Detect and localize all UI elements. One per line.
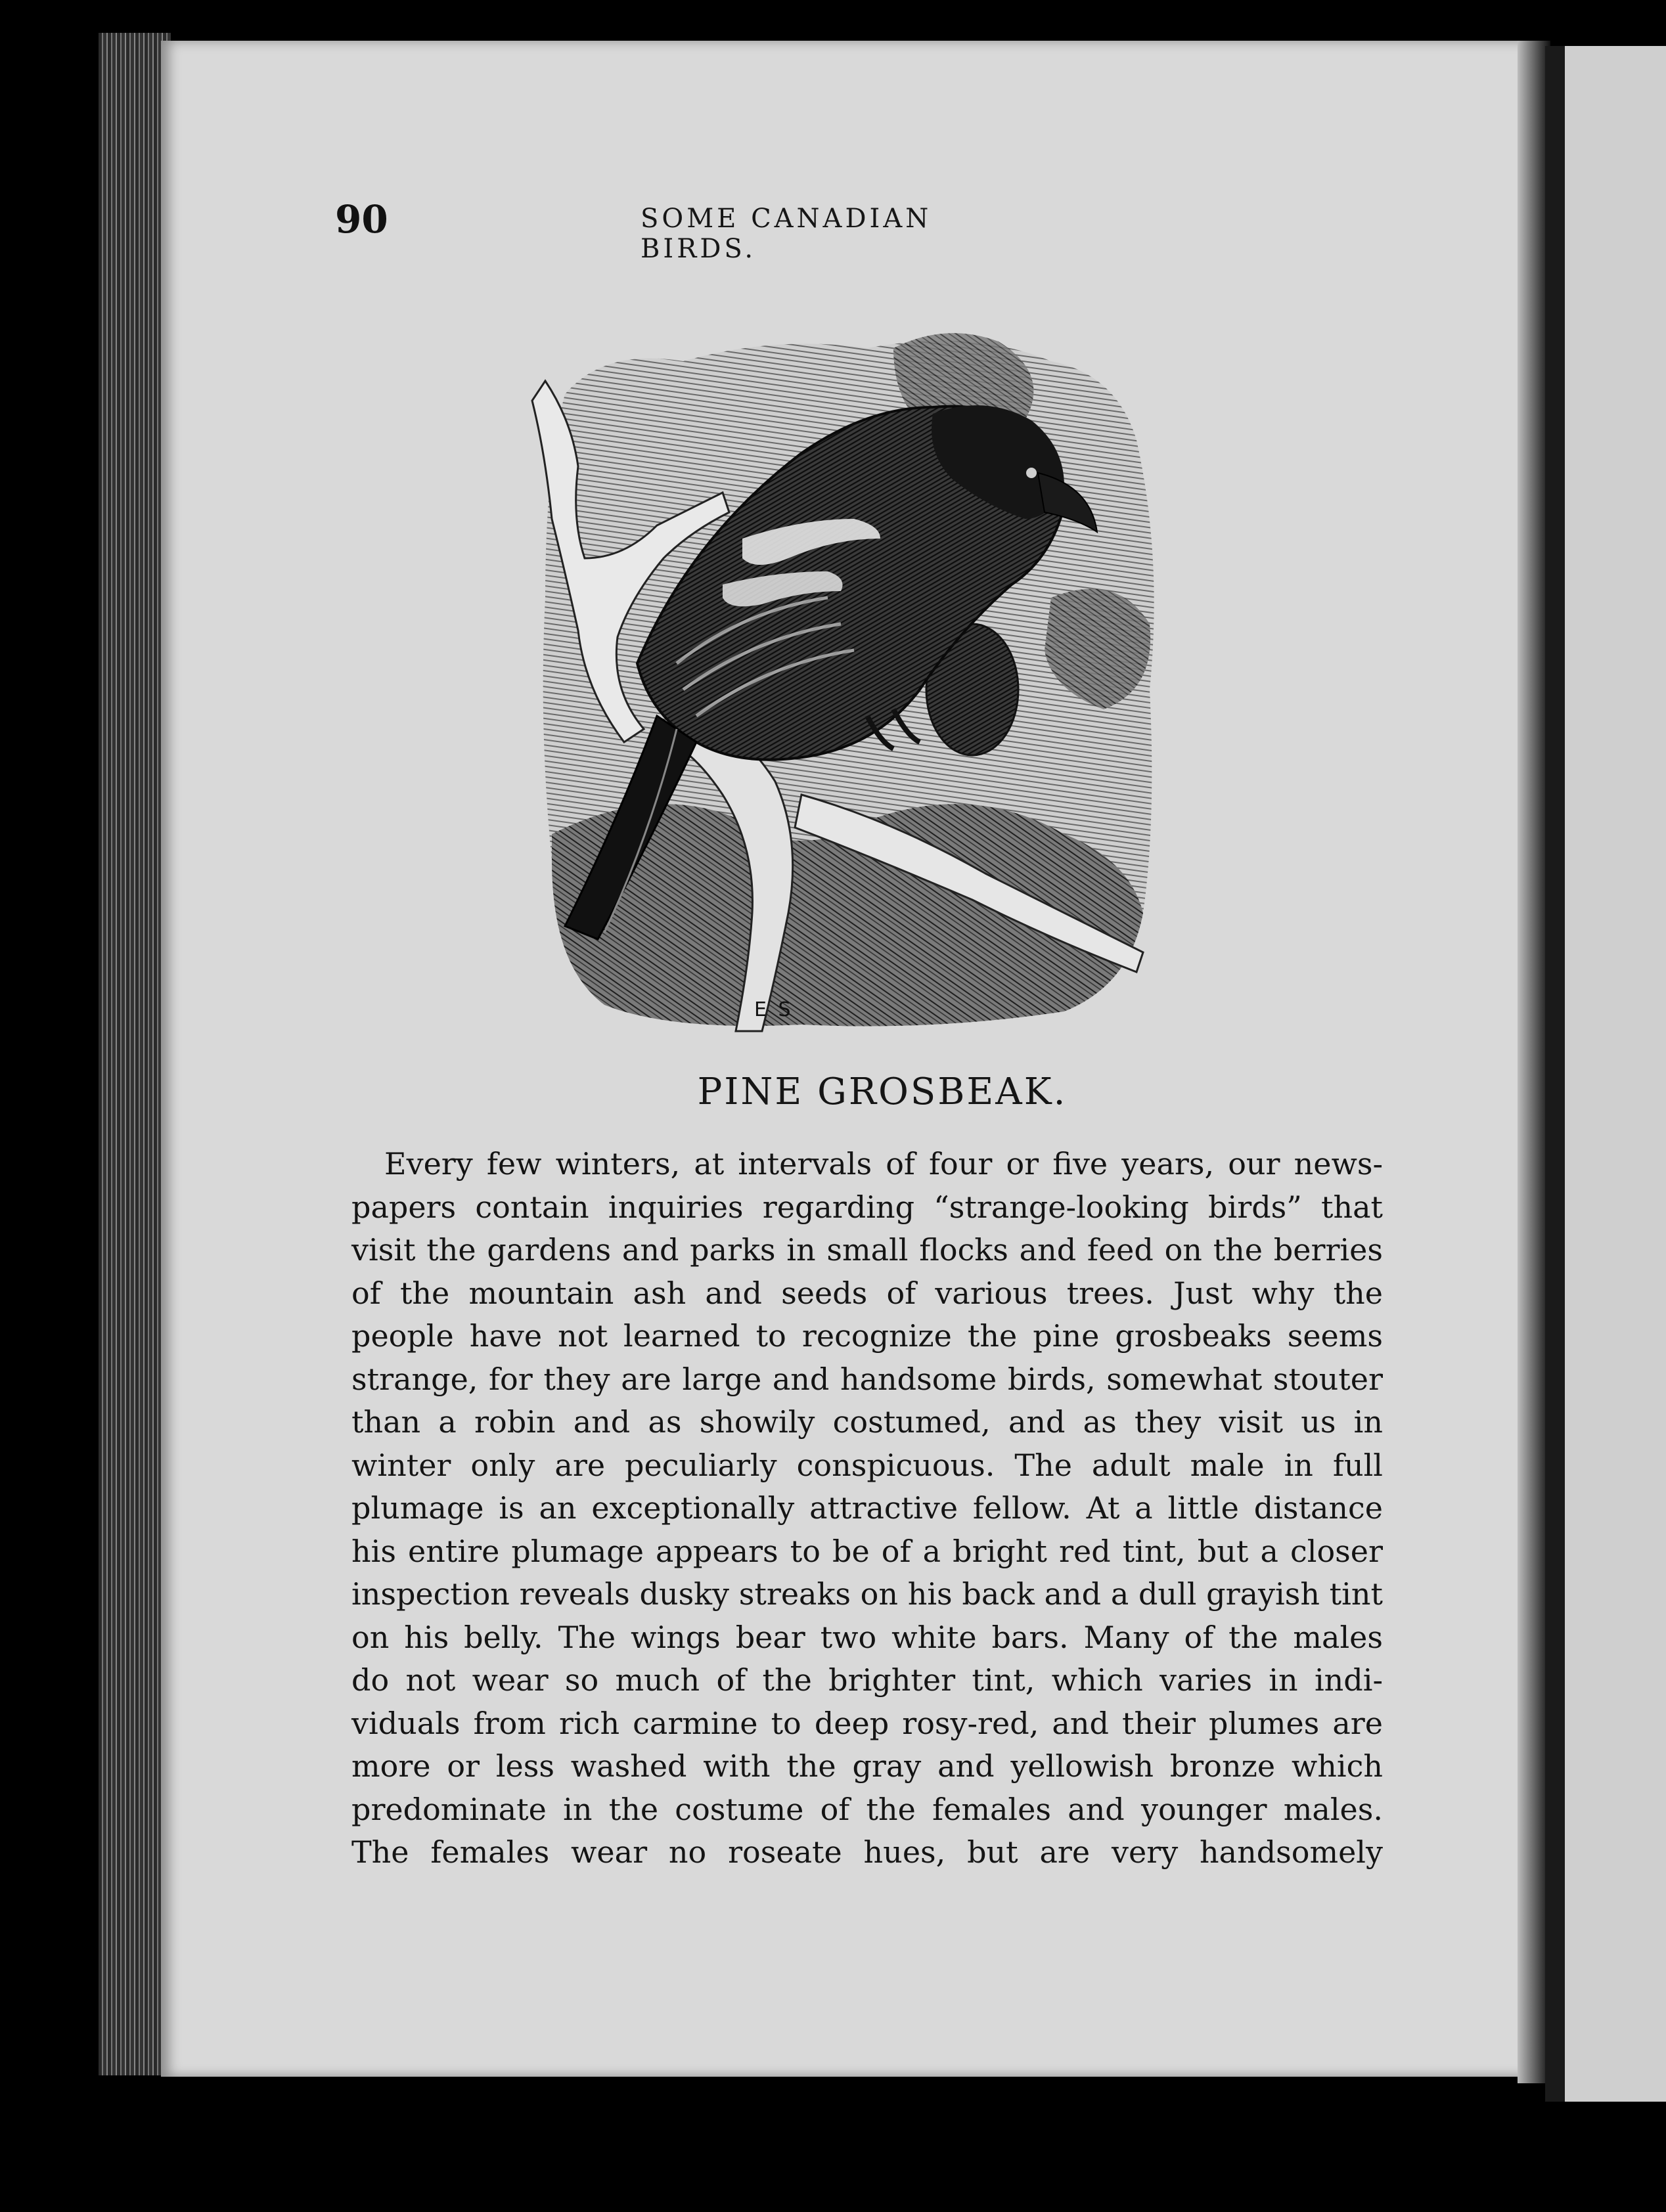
section-title: PINE GROSBEAK. <box>697 1071 1068 1113</box>
page-block-edges <box>99 33 171 2075</box>
bird-engraving <box>526 322 1176 1038</box>
text-line: than a robin and as showily costumed, and as they visit us in <box>351 1404 1383 1440</box>
text-line: more or less washed with the gray and yellowish bronze which <box>351 1748 1383 1784</box>
page-number: 90 <box>335 197 388 242</box>
text-line: predominate in the costume of the females and younger males. <box>351 1791 1383 1827</box>
text-line: visit the gardens and parks in small flocks and feed on the berries <box>351 1232 1383 1268</box>
text-line: people have not learned to recognize the pine grosbeaks seems <box>351 1318 1383 1354</box>
running-head <box>335 197 1058 264</box>
book-title: SOME CANADIAN BIRDS. <box>641 204 932 264</box>
text-line: do not wear so much of the brighter tint, which varies in indi- <box>351 1662 1383 1698</box>
text-line: his entire plumage appears to be of a bright red tint, but a closer <box>351 1533 1383 1569</box>
engraver-mark: E S <box>754 998 794 1021</box>
text-line: inspection reveals dusky streaks on his back and a dull grayish tint <box>351 1576 1383 1612</box>
text-line: on his belly. The wings bear two white bars. Many of the males <box>351 1619 1383 1655</box>
text-line: papers contain inquiries regarding “strange-looking birds” that <box>351 1189 1383 1225</box>
body-text <box>351 1143 1383 1874</box>
text-line: The females wear no roseate hues, but are very handsomely <box>351 1834 1383 1870</box>
text-line: plumage is an exceptionally attractive fellow. At a little distance <box>351 1490 1383 1526</box>
text-line: viduals from rich carmine to deep rosy-red, and their plumes are <box>351 1705 1383 1741</box>
pine-grosbeak-illustration <box>526 322 1176 1038</box>
text-line: strange, for they are large and handsome birds, somewhat stouter <box>351 1361 1383 1397</box>
text-line: Every few winters, at intervals of four or five years, our news- <box>384 1146 1383 1182</box>
text-line: winter only are peculiarly conspicuous. The adult male in full <box>351 1447 1383 1483</box>
text-line: of the mountain ash and seeds of various trees. Just why the <box>351 1275 1383 1311</box>
